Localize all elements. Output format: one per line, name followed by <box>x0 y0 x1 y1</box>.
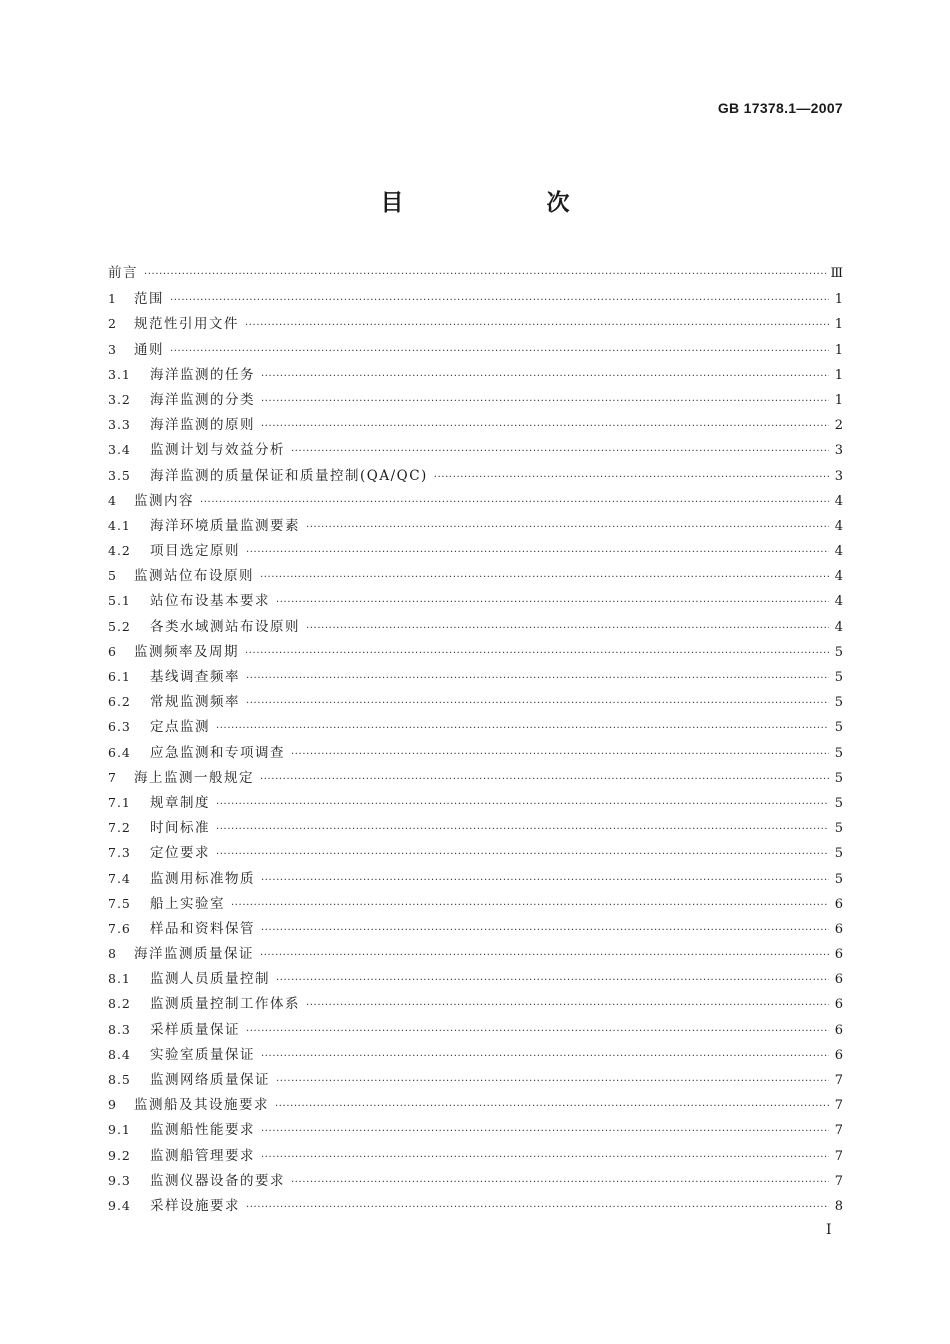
toc-entry-number: 8.2 <box>108 996 131 1012</box>
toc-entry[interactable] <box>108 261 843 286</box>
toc-entry[interactable] <box>108 689 843 714</box>
toc-entry-page: 4 <box>834 518 843 534</box>
toc-entry-title: 前言 <box>108 265 138 281</box>
toc-dot-leader <box>246 540 829 565</box>
toc-dot-leader <box>261 1119 829 1144</box>
toc-entry-title: 实验室质量保证 <box>150 1046 255 1063</box>
toc-entry-page: 1 <box>834 292 843 308</box>
toc-dot-leader <box>246 691 829 716</box>
toc-entry-page: 7 <box>834 1123 843 1139</box>
toc-dot-leader <box>216 817 829 842</box>
toc-entry-number: 5.1 <box>108 593 131 609</box>
toc-dot-leader <box>245 313 829 338</box>
toc-dot-leader <box>276 968 829 993</box>
toc-entry[interactable] <box>108 362 843 387</box>
toc-entry-number: 8.3 <box>108 1021 131 1037</box>
toc-entry-number: 8.4 <box>108 1046 131 1062</box>
toc-entry-title: 样品和资料保管 <box>150 920 255 937</box>
toc-entry-number: 5.2 <box>108 618 131 634</box>
toc-entry[interactable] <box>108 815 843 840</box>
toc-entry-number: 7.4 <box>108 870 131 886</box>
toc-entry-number: 4.2 <box>108 543 131 559</box>
toc-entry-title: 规范性引用文件 <box>134 316 239 333</box>
toc-entry-number: 6.1 <box>108 669 131 684</box>
toc-dot-leader <box>245 641 829 666</box>
toc-entry-page: 7 <box>834 1073 843 1088</box>
toc-entry-title: 监测仪器设备的要求 <box>150 1172 285 1189</box>
toc-entry-number: 6.3 <box>108 719 131 735</box>
toc-entry-title: 监测内容 <box>134 492 194 509</box>
toc-entry[interactable] <box>108 714 843 739</box>
toc-dot-leader <box>170 288 829 313</box>
toc-entry-title: 监测船及其设施要求 <box>134 1097 269 1114</box>
toc-dot-leader <box>260 565 829 590</box>
toc-entry-page: 4 <box>834 544 843 560</box>
toc-entry-title: 监测船管理要求 <box>150 1147 255 1164</box>
toc-entry-page: 1 <box>834 342 843 358</box>
toc-entry-number: 9.3 <box>108 1172 131 1188</box>
toc-entry[interactable] <box>108 1168 843 1193</box>
toc-entry[interactable] <box>108 1092 843 1117</box>
toc-entry-title: 海洋监测的任务 <box>150 366 255 383</box>
toc-entry[interactable] <box>108 790 843 815</box>
toc-entry-number: 5 <box>108 568 117 584</box>
toc-entry-page: 5 <box>834 871 843 887</box>
toc-entry-page: 1 <box>834 317 843 333</box>
toc-entry-number: 7 <box>108 769 117 785</box>
toc-entry-page: Ⅲ <box>830 266 843 281</box>
toc-entry-number: 8 <box>108 946 117 962</box>
toc-entry-number: 9.4 <box>108 1197 131 1213</box>
toc-entry[interactable] <box>108 1193 843 1218</box>
toc-entry-title: 时间标准 <box>150 820 210 837</box>
toc-dot-leader <box>306 616 829 641</box>
toc-entry-title: 海洋监测的原则 <box>150 417 255 434</box>
toc-dot-leader <box>246 1019 829 1044</box>
toc-entry[interactable] <box>108 513 843 538</box>
toc-entry-title: 定位要求 <box>150 845 210 862</box>
toc-entry[interactable] <box>108 387 843 412</box>
toc-dot-leader <box>306 993 829 1018</box>
toc-entry-title: 监测质量控制工作体系 <box>150 996 300 1013</box>
toc-entry-title: 站位布设基本要求 <box>150 593 270 610</box>
toc-entry-number: 3.1 <box>108 366 131 382</box>
toc-entry[interactable] <box>108 639 843 664</box>
toc-entry-number: 4.1 <box>108 517 131 533</box>
page-number: I <box>826 1222 832 1238</box>
toc-entry[interactable] <box>108 740 843 765</box>
toc-dot-leader <box>291 742 829 767</box>
toc-entry-title: 监测计划与效益分析 <box>150 442 285 459</box>
toc-entry-page: 6 <box>834 972 843 988</box>
toc-dot-leader <box>216 716 829 741</box>
toc-entry[interactable] <box>108 563 843 588</box>
toc-entry-page: 5 <box>834 670 843 685</box>
toc-entry-number: 3.2 <box>108 391 131 407</box>
toc-entry-title: 规章制度 <box>150 794 210 811</box>
toc-entry-title: 定点监测 <box>150 719 210 736</box>
toc-entry[interactable] <box>108 1143 843 1168</box>
toc-entry-page: 4 <box>834 594 843 610</box>
toc-entry-page: 5 <box>834 745 843 761</box>
toc-dot-leader <box>306 515 829 540</box>
toc-entry-number: 7.5 <box>108 895 131 911</box>
toc-entry-page: 4 <box>834 619 843 635</box>
toc-dot-leader <box>291 439 829 464</box>
toc-entry-page: 6 <box>834 1047 843 1063</box>
toc-dot-leader <box>261 868 829 893</box>
toc-entry-page: 2 <box>834 418 843 434</box>
toc-entry-title: 海洋监测的分类 <box>150 391 255 408</box>
toc-entry-number: 7.2 <box>108 820 131 836</box>
toc-dot-leader <box>260 943 829 968</box>
toc-entry-number: 9.2 <box>108 1147 131 1163</box>
toc-dot-leader <box>261 918 829 943</box>
toc-entry[interactable] <box>108 588 843 613</box>
toc-dot-leader <box>200 490 829 515</box>
toc-entry-number: 7.3 <box>108 845 131 861</box>
toc-list <box>108 261 843 1218</box>
toc-entry-title: 采样质量保证 <box>150 1021 240 1038</box>
toc-entry-number: 3.3 <box>108 417 131 433</box>
toc-entry[interactable] <box>108 916 843 941</box>
toc-entry-page: 6 <box>834 921 843 937</box>
toc-dot-leader <box>216 842 829 867</box>
toc-entry-number: 3.5 <box>108 467 131 483</box>
toc-entry-title: 海上监测一般规定 <box>134 769 254 786</box>
toc-entry[interactable] <box>108 614 843 639</box>
toc-entry-title: 海洋环境质量监测要素 <box>150 517 300 534</box>
toc-dot-leader <box>231 893 829 918</box>
toc-entry[interactable] <box>108 437 843 462</box>
toc-entry-title: 监测频率及周期 <box>134 643 239 660</box>
toc-entry-page: 5 <box>834 770 843 786</box>
toc-entry[interactable] <box>108 891 843 916</box>
toc-entry-title: 监测人员质量控制 <box>150 971 270 988</box>
toc-entry[interactable] <box>108 488 843 513</box>
toc-entry-page: 5 <box>834 720 843 736</box>
toc-entry-number: 7.1 <box>108 794 131 810</box>
toc-entry-number: 6.2 <box>108 694 131 710</box>
toc-dot-leader <box>246 1195 829 1220</box>
toc-entry[interactable] <box>108 286 843 311</box>
toc-entry[interactable] <box>108 966 843 991</box>
toc-entry-number: 1 <box>108 291 117 307</box>
toc-entry-number: 6 <box>108 643 117 659</box>
toc-entry[interactable] <box>108 866 843 891</box>
toc-entry-page: 4 <box>834 493 843 509</box>
toc-entry-page: 5 <box>834 846 843 862</box>
toc-dot-leader <box>276 590 829 615</box>
toc-entry[interactable] <box>108 765 843 790</box>
toc-entry[interactable] <box>108 1117 843 1142</box>
toc-entry-page: 4 <box>834 569 843 585</box>
toc-entry-page: 8 <box>834 1198 843 1214</box>
toc-dot-leader <box>261 414 829 439</box>
toc-entry-number: 7.6 <box>108 920 131 936</box>
toc-entry-number: 4 <box>108 492 117 508</box>
toc-dot-leader <box>170 339 829 364</box>
toc-dot-leader <box>246 666 829 691</box>
toc-entry[interactable] <box>108 991 843 1016</box>
toc-entry-number: 8.1 <box>108 971 131 987</box>
toc-entry-page: 1 <box>834 367 843 383</box>
toc-entry-title: 监测用标准物质 <box>150 870 255 887</box>
toc-entry-title: 应急监测和专项调查 <box>150 744 285 761</box>
toc-entry[interactable] <box>108 1067 843 1092</box>
toc-dot-leader <box>276 1069 829 1094</box>
toc-entry[interactable] <box>108 337 843 362</box>
toc-dot-leader <box>144 262 826 287</box>
toc-entry-title: 通则 <box>134 341 164 358</box>
toc-dot-leader <box>261 1044 829 1069</box>
toc-entry[interactable] <box>108 664 843 689</box>
toc-entry-number: 9 <box>108 1097 117 1113</box>
toc-entry[interactable] <box>108 1042 843 1067</box>
toc-entry-page: 3 <box>834 443 843 459</box>
standard-code: GB 17378.1—2007 <box>717 100 843 116</box>
toc-entry-page: 7 <box>834 1148 843 1164</box>
toc-entry-page: 6 <box>834 997 843 1013</box>
toc-entry-number: 2 <box>108 316 117 332</box>
toc-entry[interactable] <box>108 1017 843 1042</box>
toc-entry-page: 3 <box>834 468 843 484</box>
toc-entry-title: 各类水域测站布设原则 <box>150 618 300 635</box>
toc-entry-number: 8.5 <box>108 1072 131 1087</box>
toc-title: 目 次 <box>380 189 630 216</box>
toc-entry-page: 5 <box>834 644 843 660</box>
toc-dot-leader <box>291 1170 829 1195</box>
toc-entry[interactable] <box>108 941 843 966</box>
toc-entry-page: 6 <box>834 1022 843 1038</box>
toc-entry-title: 监测站位布设原则 <box>134 568 254 585</box>
toc-entry-page: 5 <box>834 695 843 711</box>
toc-entry-title: 常规监测频率 <box>150 694 240 711</box>
toc-entry-page: 5 <box>834 795 843 811</box>
toc-entry-title: 海洋监测质量保证 <box>134 946 254 963</box>
toc-entry-number: 6.4 <box>108 744 131 760</box>
toc-entry[interactable] <box>108 840 843 865</box>
toc-entry-page: 5 <box>834 821 843 837</box>
toc-entry[interactable] <box>108 311 843 336</box>
toc-entry-page: 7 <box>834 1173 843 1189</box>
toc-dot-leader <box>434 465 829 490</box>
toc-entry-page: 7 <box>834 1098 843 1114</box>
toc-dot-leader <box>261 1145 829 1170</box>
toc-entry-title: 监测船性能要求 <box>150 1122 255 1139</box>
toc-entry-number: 3 <box>108 341 117 357</box>
toc-entry-title: 基线调查频率 <box>150 669 240 685</box>
toc-entry-title: 范围 <box>134 291 164 308</box>
toc-entry-page: 6 <box>834 896 843 912</box>
toc-entry-title: 项目选定原则 <box>150 543 240 560</box>
toc-dot-leader <box>275 1094 829 1119</box>
toc-entry[interactable] <box>108 412 843 437</box>
toc-entry[interactable] <box>108 463 843 488</box>
toc-dot-leader <box>216 792 829 817</box>
toc-entry-number: 9.1 <box>108 1122 131 1138</box>
toc-entry-page: 6 <box>834 947 843 963</box>
toc-entry[interactable] <box>108 538 843 563</box>
toc-dot-leader <box>260 767 829 792</box>
toc-entry-page: 1 <box>834 392 843 408</box>
toc-entry-title: 船上实验室 <box>150 895 225 912</box>
toc-entry-title: 监测网络质量保证 <box>150 1072 270 1088</box>
toc-dot-leader <box>261 389 829 414</box>
toc-entry-title: 采样设施要求 <box>150 1197 240 1214</box>
toc-entry-title: 海洋监测的质量保证和质量控制(QA/QC) <box>150 467 428 484</box>
toc-dot-leader <box>261 364 829 389</box>
toc-entry-number: 3.4 <box>108 442 131 458</box>
